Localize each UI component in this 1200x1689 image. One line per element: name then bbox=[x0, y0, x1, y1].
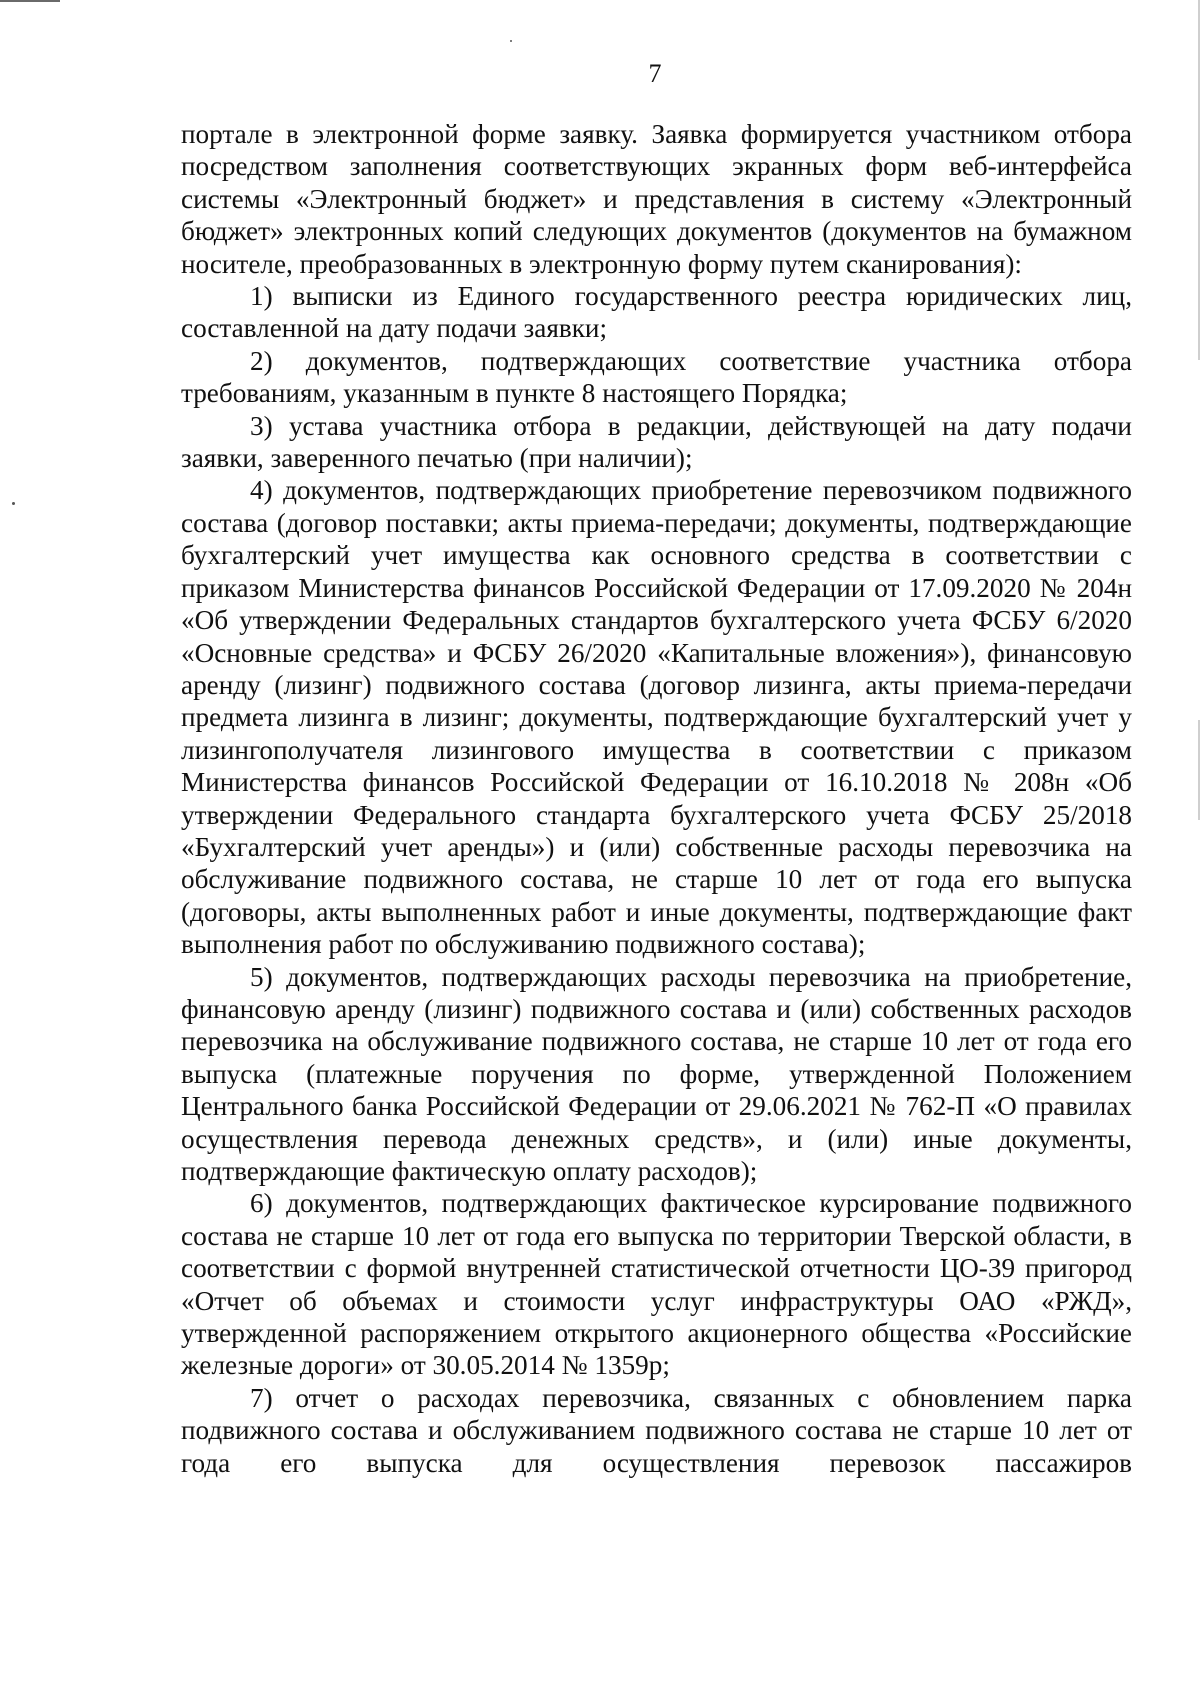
list-item-3: 3) устава участника отбора в редакции, действующей на дату подачи заявки, заверенного печатью (при наличии); bbox=[181, 410, 1132, 474]
list-item-7: 7) отчет о расходах перевозчика, связанных с обновлением парка подвижного состава и обслуживанием подвижного состава не старше 10 лет от года его выпуска для осуществления перевозок пассажиров bbox=[181, 1382, 1132, 1478]
list-item-6: 6) документов, подтверждающих фактическое курсирование подвижного состава не старше 10 лет от года его выпуска по территории Тверской области, в соответствии с формой внутренней статистической отчетности ЦО-39 пригород «Отчет об объемах и стоимости услуг инфраструктуры ОАО «РЖД», утвержденной распоряжением открытого акционерного общества «Российские железные дороги» от 30.05.2014 № 1359р; bbox=[181, 1188, 1132, 1381]
list-item-5: 5) документов, подтверждающих расходы перевозчика на приобретение, финансовую аренду (лизинг) подвижного состава и (или) собственных расходов перевозчика на обслуживание подвижного состава, не старше 10 лет от года его выпуска (платежные поручения по форме, утвержденной Положением Центрального банка Российской Федерации от 29.06.2021 № 762-П «О правилах осуществления перевода денежных средств», и (или) иные документы, подтверждающие фактическую оплату расходов); bbox=[181, 961, 1132, 1186]
list-item-4: 4) документов, подтверждающих приобретение перевозчиком подвижного состава (договор поставки; акты приема-передачи; документы, подтверждающие бухгалтерский учет имущества как основного средства в соответствии с приказом Министерства финансов Российской Федерации от 17.09.2020 № 204н «Об утверждении Федеральных стандартов бухгалтерского учета ФСБУ 6/2020 «Основные средства» и ФСБУ 26/2020 «Капитальные вложения»), финансовую аренду (лизинг) подвижного состава (договор лизинга, акты приема-передачи предмета лизинга в лизинг; документы, подтверждающие бухгалтерский учет у лизингополучателя лизингового имущества в соответствии с приказом Министерства финансов Российской Федерации от 16.10.2018 № 208н «Об утверждении Федерального стандарта бухгалтерского учета ФСБУ 25/2018 «Бухгалтерский учет аренды») и (или) собственные расходы перевозчика на обслуживание подвижного состава, не старше 10 лет от года его выпуска (договоры, акты выполненных работ и иные документы, подтверждающие факт выполнения работ по обслуживанию подвижного состава); bbox=[181, 475, 1132, 960]
list-item-1: 1) выписки из Единого государственного реестра юридических лиц, составленной на дату подачи заявки; bbox=[181, 281, 1132, 344]
scan-speck bbox=[510, 40, 512, 42]
paragraph-intro: портале в электронной форме заявку. Заявка формируется участником отбора посредством заполнения соответствующих экранных форм веб-интерфейса системы «Электронный бюджет» и представления в систему «Электронный бюджет» электронных копий следующих документов (документов на бумажном носителе, преобразованных в электронную форму путем сканирования): bbox=[181, 119, 1132, 279]
page-number: 7 bbox=[648, 59, 662, 88]
scan-speck bbox=[12, 502, 15, 505]
document-body bbox=[181, 118, 1132, 1479]
list-item-2: 2) документов, подтверждающих соответствие участника отбора требованиям, указанным в пункте 8 настоящего Порядка; bbox=[181, 345, 1132, 409]
scan-edge-mark bbox=[0, 0, 60, 2]
